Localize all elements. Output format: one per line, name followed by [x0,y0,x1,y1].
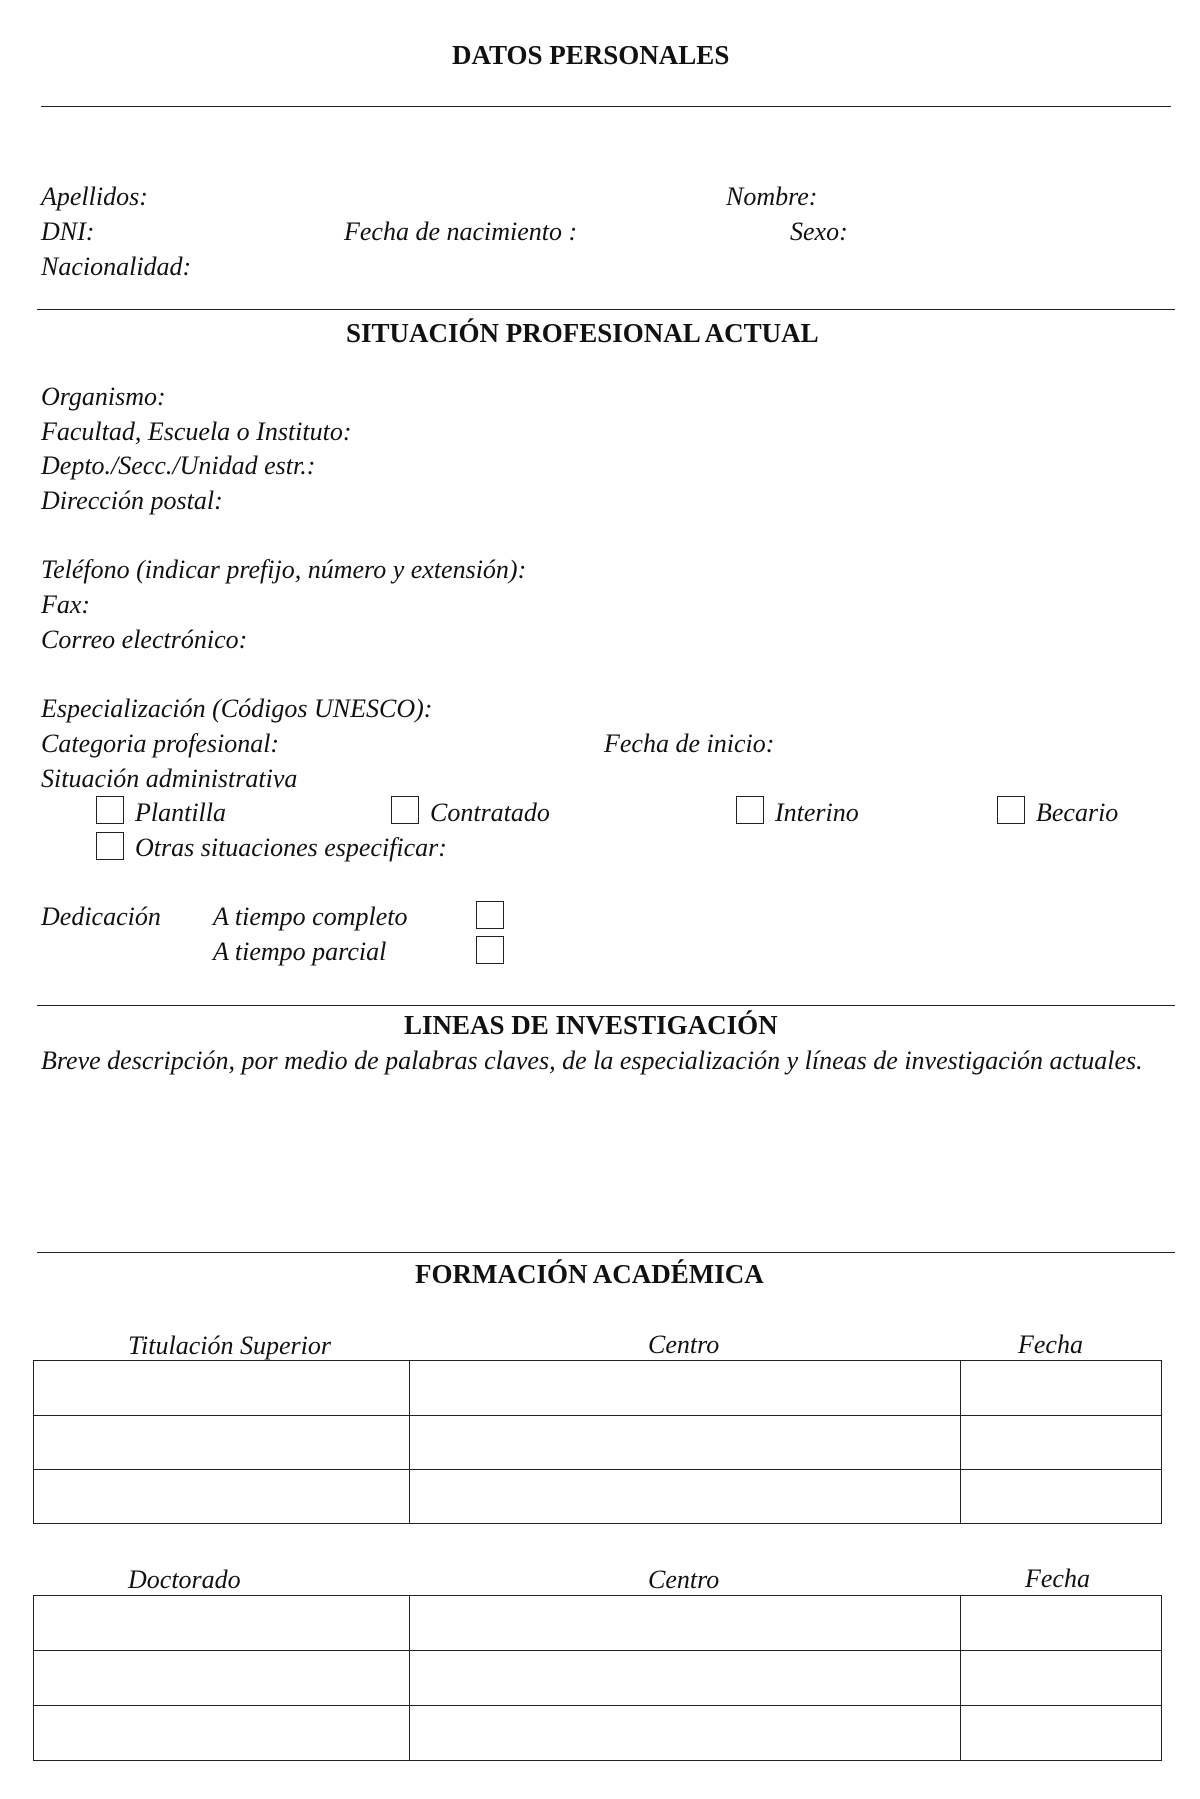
fecha-header: Fecha [1018,1330,1083,1359]
centro-cell[interactable] [410,1651,961,1706]
doctorado-cell[interactable] [34,1706,410,1761]
titulacion-cell[interactable] [34,1470,410,1524]
otras-situaciones-label: Otras situaciones especificar: [135,833,447,862]
plantilla-checkbox[interactable] [96,796,124,824]
especializacion-label: Especialización (Códigos UNESCO): [41,694,433,723]
sexo-label: Sexo: [790,217,848,246]
fecha-cell[interactable] [961,1361,1162,1416]
centro-cell[interactable] [410,1596,961,1651]
table-row [34,1706,1162,1761]
fecha-cell[interactable] [961,1706,1162,1761]
interino-checkbox[interactable] [736,796,764,824]
divider [41,106,1171,107]
titulacion-cell[interactable] [34,1361,410,1416]
direccion-label: Dirección postal: [41,486,223,515]
tiempo-completo-checkbox[interactable] [476,901,504,929]
fecha-header: Fecha [1025,1564,1090,1593]
situacion-administrativa-label: Situación administrativa [41,764,298,793]
investigacion-description: Breve descripción, por medio de palabras claves, de la especialización y líneas de investigación actuales. [41,1046,1143,1075]
tiempo-completo-label: A tiempo completo [213,902,408,931]
fecha-cell[interactable] [961,1596,1162,1651]
apellidos-label: Apellidos: [41,182,148,211]
contratado-label: Contratado [430,798,550,827]
tiempo-parcial-label: A tiempo parcial [213,937,387,966]
centro-header: Centro [648,1565,720,1594]
contratado-checkbox[interactable] [391,796,419,824]
fecha-cell[interactable] [961,1416,1162,1470]
telefono-label: Teléfono (indicar prefijo, número y extensión): [41,555,527,584]
centro-cell[interactable] [410,1706,961,1761]
titulacion-superior-table [33,1360,1162,1524]
table-row [34,1416,1162,1470]
categoria-label: Categoria profesional: [41,729,280,758]
section-title-situacion-profesional: SITUACIÓN PROFESIONAL ACTUAL [346,318,819,348]
centro-cell[interactable] [410,1470,961,1524]
correo-label: Correo electrónico: [41,625,248,654]
becario-label: Becario [1036,798,1119,827]
divider [37,1005,1175,1006]
doctorado-table [33,1595,1162,1761]
doctorado-header: Doctorado [128,1565,241,1594]
fax-label: Fax: [41,590,91,619]
nombre-label: Nombre: [726,182,818,211]
section-title-lineas-investigacion: LINEAS DE INVESTIGACIÓN [404,1010,778,1040]
fecha-cell[interactable] [961,1470,1162,1524]
depto-label: Depto./Secc./Unidad estr.: [41,451,316,480]
dedicacion-label: Dedicación [41,902,161,931]
fecha-inicio-label: Fecha de inicio: [604,729,775,758]
divider [37,309,1175,310]
tiempo-parcial-checkbox[interactable] [476,936,504,964]
nacionalidad-label: Nacionalidad: [41,252,192,281]
titulacion-cell[interactable] [34,1416,410,1470]
facultad-label: Facultad, Escuela o Instituto: [41,417,352,446]
centro-cell[interactable] [410,1361,961,1416]
doctorado-cell[interactable] [34,1596,410,1651]
organismo-label: Organismo: [41,382,166,411]
section-title-formacion-academica: FORMACIÓN ACADÉMICA [415,1259,764,1289]
section-title-datos-personales: DATOS PERSONALES [452,40,730,70]
otras-situaciones-checkbox[interactable] [96,832,124,860]
centro-header: Centro [648,1330,720,1359]
dni-label: DNI: [41,217,95,246]
interino-label: Interino [775,798,859,827]
table-row [34,1596,1162,1651]
centro-cell[interactable] [410,1416,961,1470]
table-row [34,1651,1162,1706]
becario-checkbox[interactable] [997,796,1025,824]
fecha-cell[interactable] [961,1651,1162,1706]
doctorado-cell[interactable] [34,1651,410,1706]
titulacion-superior-header: Titulación Superior [128,1331,331,1360]
divider [37,1252,1175,1253]
table-row [34,1470,1162,1524]
fecha-nacimiento-label: Fecha de nacimiento : [344,217,578,246]
table-row [34,1361,1162,1416]
plantilla-label: Plantilla [135,798,226,827]
